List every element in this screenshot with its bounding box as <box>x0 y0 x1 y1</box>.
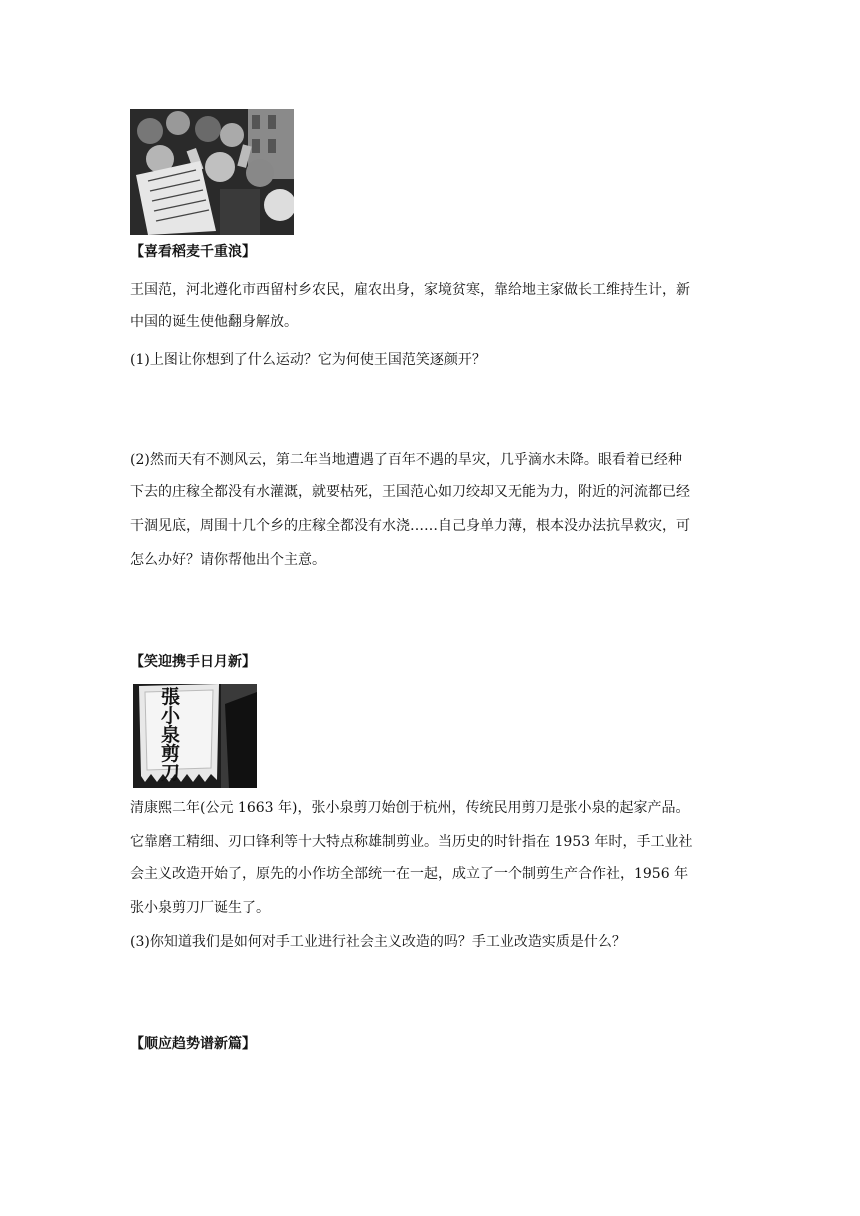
section-heading-3: 【顺应趋势谱新篇】 <box>130 1036 256 1052</box>
paragraph-line: 张小泉剪刀厂诞生了。 <box>130 900 270 916</box>
section-heading-1: 【喜看稻麦千重浪】 <box>130 244 256 260</box>
section-heading-2: 【笑迎携手日月新】 <box>130 654 256 670</box>
banner-graphic <box>133 684 257 788</box>
question-2-line: 下去的庄稼全都没有水灌溉，就要枯死，王国范心如刀绞却又无能为力，附近的河流都已经 <box>130 484 690 500</box>
paragraph-line: 清康熙二年(公元 1663 年)，张小泉剪刀始创于杭州，传统民用剪刀是张小泉的起家产品。 <box>130 800 690 816</box>
question-3: (3)你知道我们是如何对手工业进行社会主义改造的吗？手工业改造实质是什么？ <box>130 934 626 950</box>
paragraph-line: 王国范，河北遵化市西留村乡农民，雇农出身，家境贫寒，靠给地主家做长工维持生计，新 <box>130 282 690 298</box>
land-reform-photo-graphic <box>130 109 294 235</box>
land-reform-photo <box>130 109 294 235</box>
paragraph-line: 会主义改造开始了，原先的小作坊全部统一在一起，成立了一个制剪生产合作社，1956 年 <box>130 866 689 882</box>
question-2-line: 干涸见底，周围十几个乡的庄稼全都没有水浇……自己身单力薄，根本没办法抗旱救灾，可 <box>130 518 690 534</box>
question-2-line: 怎么办好？请你帮他出个主意。 <box>130 552 326 568</box>
banner-text: 張小泉剪刀 <box>161 686 181 784</box>
question-1: (1)上图让你想到了什么运动？它为何使王国范笑逐颜开？ <box>130 352 486 368</box>
paragraph-line: 它靠磨工精细、刃口锋利等十大特点称雄制剪业。当历史的时针指在 1953 年时，手工业社 <box>130 834 693 850</box>
paragraph-line: 中国的诞生使他翻身解放。 <box>130 314 298 330</box>
zhang-xiaoquan-banner-photo <box>133 684 257 788</box>
question-2-line: (2)然而天有不测风云，第二年当地遭遇了百年不遇的旱灾，几乎滴水未降。眼看着已经种 <box>130 452 682 468</box>
